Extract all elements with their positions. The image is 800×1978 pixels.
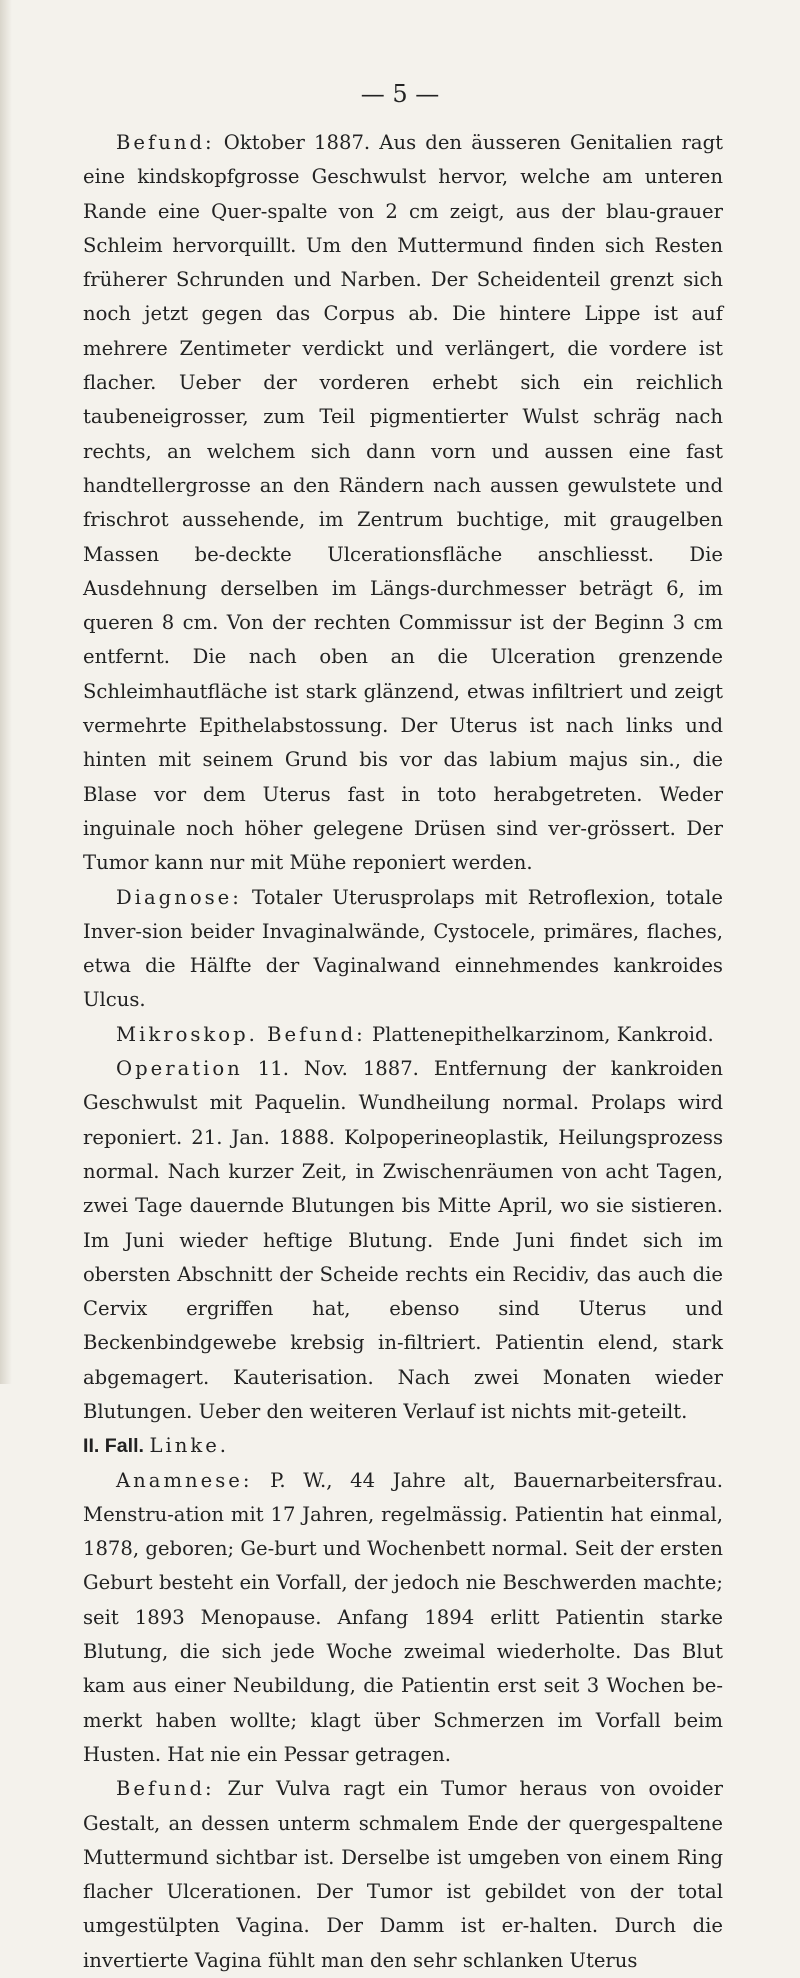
- heading-case-number: II. Fall.: [83, 1435, 144, 1458]
- document-body: [83, 126, 723, 1978]
- page-number: — 5 —: [360, 80, 440, 108]
- paragraph-text: Zur Vulva ragt ein Tumor heraus von ovoider Gestalt, an dessen unterm schmalem Ende der quergespaltene Muttermund sichtbar ist. Derselbe ist umgeben von einem Ring flacher Ulcerationen. Der Tumor ist gebildet von der total umgestülpten Vagina. Der Damm ist er-halten. Durch die invertierte Vagina fühlt man den sehr schlanken Uterus: [83, 1777, 723, 1972]
- paragraph-befund-2: [83, 1772, 723, 1978]
- paragraph-text: Oktober 1887. Aus den äusseren Genitalien ragt eine kindskopfgrosse Geschwulst hervor, welche am unteren Rande eine Quer-spalte von 2 cm zeigt, aus der blau-grauer Schleim hervorquillt. Um den Muttermund finden sich Resten früherer Schrunden und Narben. Der Scheidenteil grenzt sich noch jetzt gegen das Corpus ab. Die hintere Lippe ist auf mehrere Zentimeter verdickt und verlängert, die vordere ist flacher. Ueber der vorderen erhebt sich ein reichlich taubeneigrosser, zum Teil pigmentierter Wulst schräg nach rechts, an welchem sich dann vorn und aussen eine fast handtellergrosse an den Rändern nach aussen gewulstete und frischrot aussehende, im Zentrum buchtige, mit graugelben Massen be-deckte Ulcerationsfläche anschliesst. Die Ausdehnung derselben im Längs-durchmesser beträgt 6, im queren 8 cm. Von der rechten Commissur ist der Beginn 3 cm entfernt. Die nach oben an die Ulceration grenzende Schleimhautfläche ist stark glänzend, etwas infiltriert und zeigt vermehrte Epithelabstossung. Der Uterus ist nach links und hinten mit seinem Grund bis vor das labium majus sin., die Blase vor dem Uterus fast in toto herabgetreten. Weder inguinale noch höher gelegene Drüsen sind ver-grössert. Der Tumor kann nur mit Mühe reponiert werden.: [83, 131, 723, 875]
- page-edge-shadow: [0, 0, 12, 1384]
- paragraph-lead: Anamnese:: [116, 1468, 253, 1492]
- paragraph-text: 11. Nov. 1887. Entfernung der kankroiden Geschwulst mit Paquelin. Wundheilung normal. Prolaps wird reponiert. 21. Jan. 1888. Kolpoperineoplastik, Heilungsprozess normal. Nach kurzer Zeit, in Zwischenräumen von acht Tagen, zwei Tage dauernde Blutungen bis Mitte April, wo sie sistieren. Im Juni wieder heftige Blutung. Ende Juni findet sich im obersten Abschnitt der Scheide rechts ein Recidiv, das auch die Cervix ergriffen hat, ebenso sind Uterus und Beckenbindgewebe krebsig in-filtriert. Patientin elend, stark abgemagert. Kauterisation. Nach zwei Monaten wieder Blutungen. Ueber den weiteren Verlauf ist nichts mit-geteilt.: [83, 1057, 723, 1423]
- paragraph-lead: Mikroskop. Befund:: [116, 1022, 366, 1046]
- paragraph-diagnose: [83, 881, 723, 1018]
- paragraph-lead: Befund:: [116, 131, 215, 154]
- paragraph-text: Totaler Uterusprolaps mit Retroflexion, totale Inver-sion beider Invaginalwände, Cystocele, primäres, flaches, etwa die Hälfte der Vaginalwand einnehmendes kankroides Ulcus.: [83, 885, 723, 1012]
- paragraph-lead: Diagnose:: [116, 885, 242, 909]
- paragraph-anamnese: [83, 1464, 723, 1773]
- heading-name: Linke.: [149, 1434, 230, 1458]
- paragraph-lead: Befund:: [116, 1777, 215, 1801]
- paragraph-befund-1: [83, 126, 723, 881]
- paragraph-text: P. W., 44 Jahre alt, Bauernarbeitersfrau. Menstru-ation mit 17 Jahren, regelmässig. Patientin hat einmal, 1878, geboren; Ge-burt und Wochenbett normal. Seit der ersten Geburt besteht ein Vorfall, der jedoch nie Beschwerden machte; seit 1893 Menopause. Anfang 1894 erlitt Patientin starke Blutung, die sich jede Woche zweimal wiederholte. Das Blut kam aus einer Neubildung, die Patientin erst seit 3 Wochen be-merkt haben wollte; klagt über Schmerzen im Vorfall beim Husten. Hat nie ein Pessar getragen.: [83, 1468, 723, 1766]
- paragraph-text: Plattenepithelkarzinom, Kankroid.: [365, 1022, 714, 1046]
- paragraph-lead: Operation: [116, 1057, 243, 1081]
- section-heading: [83, 1429, 723, 1463]
- paragraph-operation: [83, 1052, 723, 1429]
- paragraph-mikroskop: [83, 1018, 723, 1052]
